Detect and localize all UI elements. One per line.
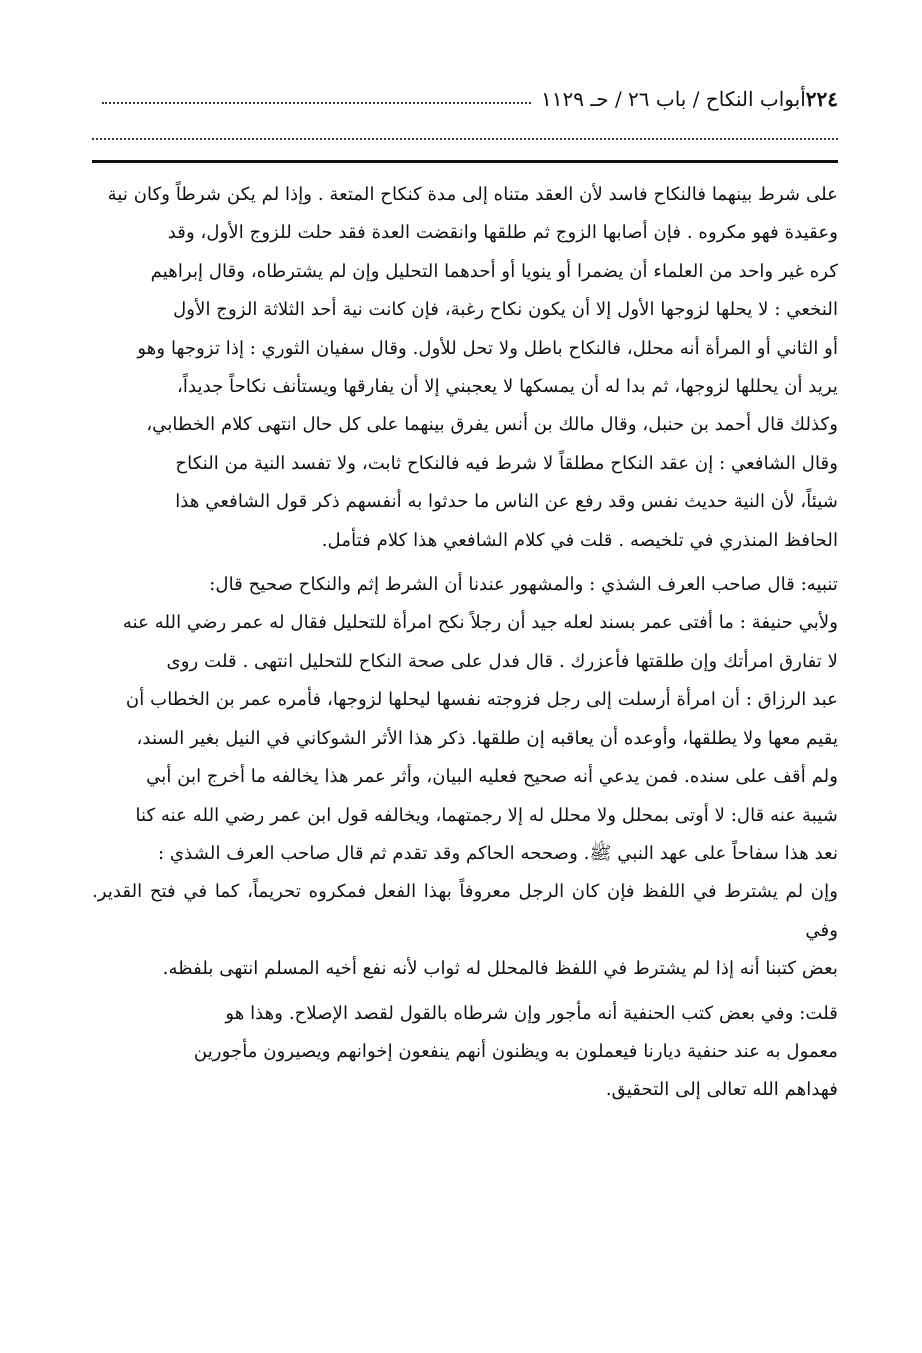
text-line: يقيم معها ولا يطلقها، وأوعده أن يعاقبه إن طلقها. ذكر هذا الأثر الشوكاني في النيل بغير السند، (136, 727, 838, 749)
text-line: يريد أن يحللها لزوجها، ثم بدا له أن يمسكها لا يعجبني إلا أن يفارقها ويستأنف نكاحاً جديداً، (177, 376, 838, 398)
text-line: وقال الشافعي : إن عقد النكاح مطلقاً لا شرط فيه فالنكاح ثابت، ولا تفسد النية من النكاح (175, 452, 838, 474)
text-line: فهداهم الله تعالى إلى التحقيق. (605, 1079, 838, 1101)
page-number: ٢٢٤ (805, 87, 838, 111)
text-line: وعقيدة فهو مكروه . فإن أصابها الزوج ثم طلقها وانقضت العدة فقد حلت للزوج الأول، وقد (167, 222, 838, 244)
running-header (92, 82, 838, 116)
text-line: وكذلك قال أحمد بن حنبل، وقال مالك بن أنس يفرق بينهما على كل حال انتهى كلام الخطابي، (146, 414, 838, 436)
header-leader-dots (102, 102, 531, 104)
text-line: كره غير واحد من العلماء أن يضمرا أو ينويا أو أحدهما التحليل وإن لم يشترطاه، وقال إبراهيم (150, 260, 838, 282)
text-line: الحافظ المنذري في تلخيصه . قلت في كلام الشافعي هذا كلام فتأمل. (321, 529, 838, 551)
paragraph (92, 995, 838, 1110)
header-solid-rule (92, 160, 838, 163)
text-line: النخعي : لا يحلها لزوجها الأول إلا أن يكون نكاح رغبة، فإن كانت نية أحد الثلاثة الزوج الأول (173, 299, 838, 321)
text-line: شيبة عنه قال: لا أوتى بمحلل ولا محلل له إلا رجمتهما، ويخالفه قول ابن عمر رضي الله عنه كنا (135, 804, 838, 826)
paragraph (92, 566, 838, 988)
text-line: على شرط بينهما فالنكاح فاسد لأن العقد متناه إلى مدة كنكاح المتعة . وإذا لم يكن شرطاً وكان نية (107, 184, 838, 205)
text-line: معمول به عند حنفية ديارنا فيعملون به ويظنون أنهم ينفعون إخوانهم ويصيرون مأجورين (193, 1040, 838, 1062)
text-line: شيئاً، لأن النية حديث نفس وقد رفع عن الناس ما حدثوا به أنفسهم ذكر قول الشافعي هذا (175, 491, 838, 513)
text-line: لا تفارق امرأتك وإن طلقتها فأعزرك . قال فدل على صحة النكاح للتحليل انتهى . قلت روى (166, 650, 838, 672)
chapter-reference: أبواب النكاح / باب ٢٦ / حـ ١١٢٩ (541, 87, 806, 111)
paragraph (92, 176, 838, 560)
text-line: ولم أقف على سنده. فمن يدعي أنه صحيح فعليه البيان، وأثر عمر هذا يخالفه ما أخرج ابن أبي (146, 766, 838, 788)
text-line: بعض كتبنا أنه إذا لم يشترط في اللفظ فالمحلل له ثواب لأنه نفع أخيه المسلم انتهى بلفظه. (162, 958, 838, 980)
text-line: تنبيه: قال صاحب العرف الشذي : والمشهور عندنا أن الشرط إثم والنكاح صحيح قال: (209, 574, 838, 596)
header-dotted-rule (92, 138, 838, 140)
body-text (92, 176, 838, 1116)
text-line: ولأبي حنيفة : ما أفتى عمر بسند لعله جيد أن رجلاً نكح امرأة للتحليل فقال له عمر رضي الله عنه (122, 612, 838, 634)
text-line: أو الثاني أو المرأة أنه محلل، فالنكاح باطل ولا تحل للأول. وقال سفيان الثوري : إذا تزوجها وهو (137, 337, 838, 359)
text-line: قلت: وفي بعض كتب الحنفية أنه مأجور وإن شرطاه بالقول لقصد الإصلاح. وهذا هو (225, 1002, 838, 1024)
text-line: عبد الرزاق : أن امرأة أرسلت إلى رجل فزوجته نفسها ليحلها لزوجها، فأمره عمر بن الخطاب أن (125, 689, 838, 711)
text-line: وإن لم يشترط في اللفظ فإن كان الرجل معروفاً بهذا الفعل فمكروه تحريماً، كما في فتح القدير. وفي (92, 881, 838, 941)
text-line: نعد هذا سفاحاً على عهد النبي ﷺ. وصححه الحاكم وقد تقدم ثم قال صاحب العرف الشذي : (157, 842, 838, 864)
